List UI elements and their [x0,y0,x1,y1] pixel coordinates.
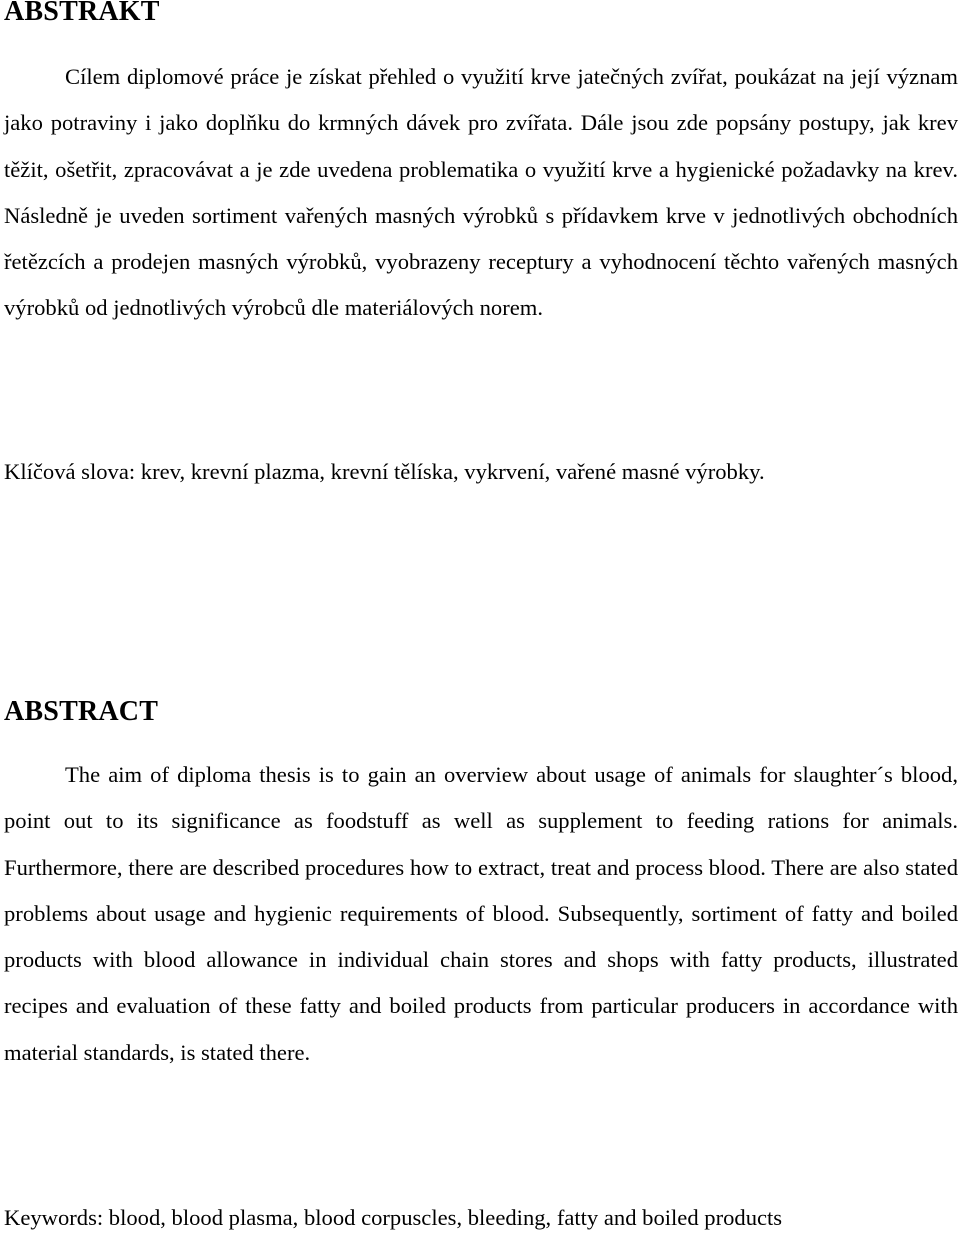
english-abstract-heading: ABSTRACT [4,696,159,727]
czech-abstract-paragraph: Cílem diplomové práce je získat přehled o využití krve jatečných zvířat, poukázat na její význam jako potraviny i jako doplňku do krmných dávek pro zvířata. Dále jsou zde popsány postupy, jak krev těžit, ošetřit, zpracovávat a je zde uvedena problematika o využití krve a hygienické požadavky na krev. Následně je uveden sortiment vařených masných výrobků s přídavkem krve v jednotlivých obchodních řetězcích a prodejen masných výrobků, vyobrazeny receptury a vyhodnocení těchto vařených masných výrobků od jednotlivých výrobců dle materiálových norem. [4,64,958,321]
english-abstract-paragraph: The aim of diploma thesis is to gain an overview about usage of animals for slaughter´s blood, point out to its significance as foodstuff as well as supplement to feeding rations for animals. Furthermore, there are described procedures how to extract, treat and process blood. There are also stated problems about usage and hygienic requirements of blood. Subsequently, sortiment of fatty and boiled products with blood allowance in individual chain stores and shops with fatty products, illustrated recipes and evaluation of these fatty and boiled products from particular producers in accordance with material standards, is stated there. [4,762,958,1065]
czech-abstract-heading: ABSTRAKT [4,0,160,27]
czech-keywords: Klíčová slova: krev, krevní plazma, krevní tělíska, vykrvení, vařené masné výrobky. [4,459,765,484]
english-keywords: Keywords: blood, blood plasma, blood corpuscles, bleeding, fatty and boiled products [4,1205,783,1230]
